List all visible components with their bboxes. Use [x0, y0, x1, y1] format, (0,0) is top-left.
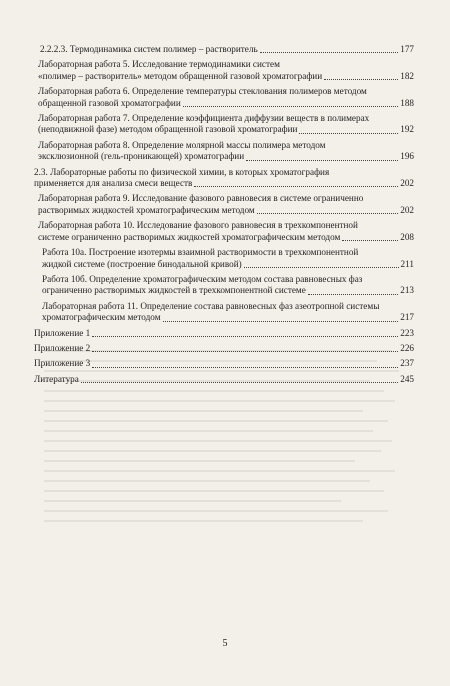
toc-entry-title: Приложение 3	[34, 358, 91, 369]
leader-dots	[92, 350, 398, 352]
toc-page-number: 217	[400, 312, 414, 323]
toc-entry-literature[interactable]	[34, 374, 414, 385]
toc-entry[interactable]	[34, 220, 414, 243]
toc-page-number: 223	[400, 327, 414, 338]
toc-page-number: 182	[400, 70, 414, 81]
toc-entry-title: Литература	[34, 373, 79, 384]
toc-entry[interactable]	[34, 59, 414, 82]
toc-entry-title: Приложение 1	[34, 327, 91, 338]
toc-entry-title-continued: жидкой системе (построение бинодальной кривой)	[42, 258, 242, 269]
leader-dots	[299, 132, 398, 134]
toc-entry[interactable]	[34, 193, 414, 216]
toc-entry[interactable]	[34, 113, 414, 136]
toc-entry-title-continued: обращенной газовой хроматографии	[38, 97, 181, 108]
toc-entry[interactable]	[34, 274, 414, 297]
toc-page-number: 213	[400, 285, 414, 296]
toc-page-number: 245	[400, 373, 414, 384]
toc-page-number: 192	[400, 124, 414, 135]
leader-dots	[308, 293, 398, 295]
toc-page-number: 208	[400, 231, 414, 242]
toc-entry-title-continued: эксклюзионной (гель-проникающей) хроматографии	[38, 151, 245, 162]
toc-entry-title: Работа 10б. Определение хроматографическим методом состава равновесных фаз	[42, 273, 363, 284]
toc-entry-title: 2.2.2.3. Термодинамика систем полимер – растворитель	[40, 44, 258, 54]
leader-dots	[342, 239, 398, 241]
toc-entry-appendix-2[interactable]	[34, 343, 414, 354]
toc-entry-title: Лабораторная работа 10. Исследование фазового равновесия в трехкомпонентной	[38, 220, 358, 231]
toc-entry-title: Лабораторная работа 7. Определение коэффициента диффузии веществ в полимерах	[38, 113, 370, 124]
toc-entry-title-continued: применяется для анализа смеси веществ	[34, 178, 193, 189]
toc-entry-title: Лабораторная работа 9. Исследование фазового равновесия в системе ограниченно	[38, 193, 364, 204]
toc-entry[interactable]	[34, 167, 414, 190]
leader-dots	[183, 105, 398, 107]
toc-entry-title: 2.3. Лабораторные работы по физической химии, в которых хроматография	[34, 166, 330, 177]
toc-page-number: 177	[400, 44, 414, 54]
toc-page-number: 211	[400, 258, 414, 269]
toc-page-number: 226	[400, 342, 414, 353]
toc-entry[interactable]	[34, 247, 414, 270]
leader-dots	[324, 78, 398, 80]
toc-entry-title: Лабораторная работа 6. Определение температуры стеклования полимеров методом	[38, 86, 367, 97]
leader-dots	[81, 381, 398, 383]
page-number: 5	[222, 638, 228, 649]
toc-entry-title-continued: «полимер – растворитель» методом обращенной газовой хроматографии	[38, 70, 323, 81]
toc-entry-title: Лабораторная работа 5. Исследование термодинамики систем	[38, 59, 280, 70]
leader-dots	[246, 159, 398, 161]
toc-entry-appendix-1[interactable]	[34, 328, 414, 339]
toc-entry[interactable]	[34, 301, 414, 324]
toc-entry-title: Работа 10а. Построение изотермы взаимной растворимости в трехкомпонентной	[42, 247, 359, 258]
toc-entry-title-continued: (неподвижной фазе) методом обращенной газовой хроматографии	[38, 124, 298, 135]
toc-entry-title: Лабораторная работа 8. Определение молярной массы полимера методом	[38, 139, 326, 150]
toc-entry-title-continued: хроматографическим методом	[42, 312, 161, 323]
toc-entry-title: Лабораторная работа 11. Определение состава равновесных фаз азеотропной системы	[42, 300, 380, 311]
leader-dots	[244, 266, 399, 268]
leader-dots	[92, 366, 398, 368]
leader-dots	[92, 335, 398, 337]
table-of-contents	[34, 44, 414, 389]
toc-page-number: 202	[400, 204, 414, 215]
toc-entry-title-continued: системе ограниченно растворимых жидкостей хроматографическим методом	[38, 231, 341, 242]
toc-entry-appendix-3[interactable]	[34, 358, 414, 369]
toc-entry[interactable]	[34, 86, 414, 109]
leader-dots	[257, 212, 399, 214]
toc-entry-title-continued: ограниченно растворимых жидкостей в трехкомпонентной системе	[42, 285, 306, 296]
leader-dots	[194, 185, 398, 187]
toc-page-number: 188	[400, 97, 414, 108]
toc-entry-title: Приложение 2	[34, 342, 91, 353]
toc-entry[interactable]	[34, 44, 414, 55]
toc-entry[interactable]	[34, 140, 414, 163]
toc-page-number: 202	[400, 178, 414, 189]
toc-entry-title-continued: растворимых жидкостей хроматографическим методом	[38, 204, 255, 215]
toc-page-number: 196	[400, 151, 414, 162]
toc-page-number: 237	[400, 358, 414, 369]
leader-dots	[260, 51, 399, 53]
leader-dots	[163, 320, 399, 322]
